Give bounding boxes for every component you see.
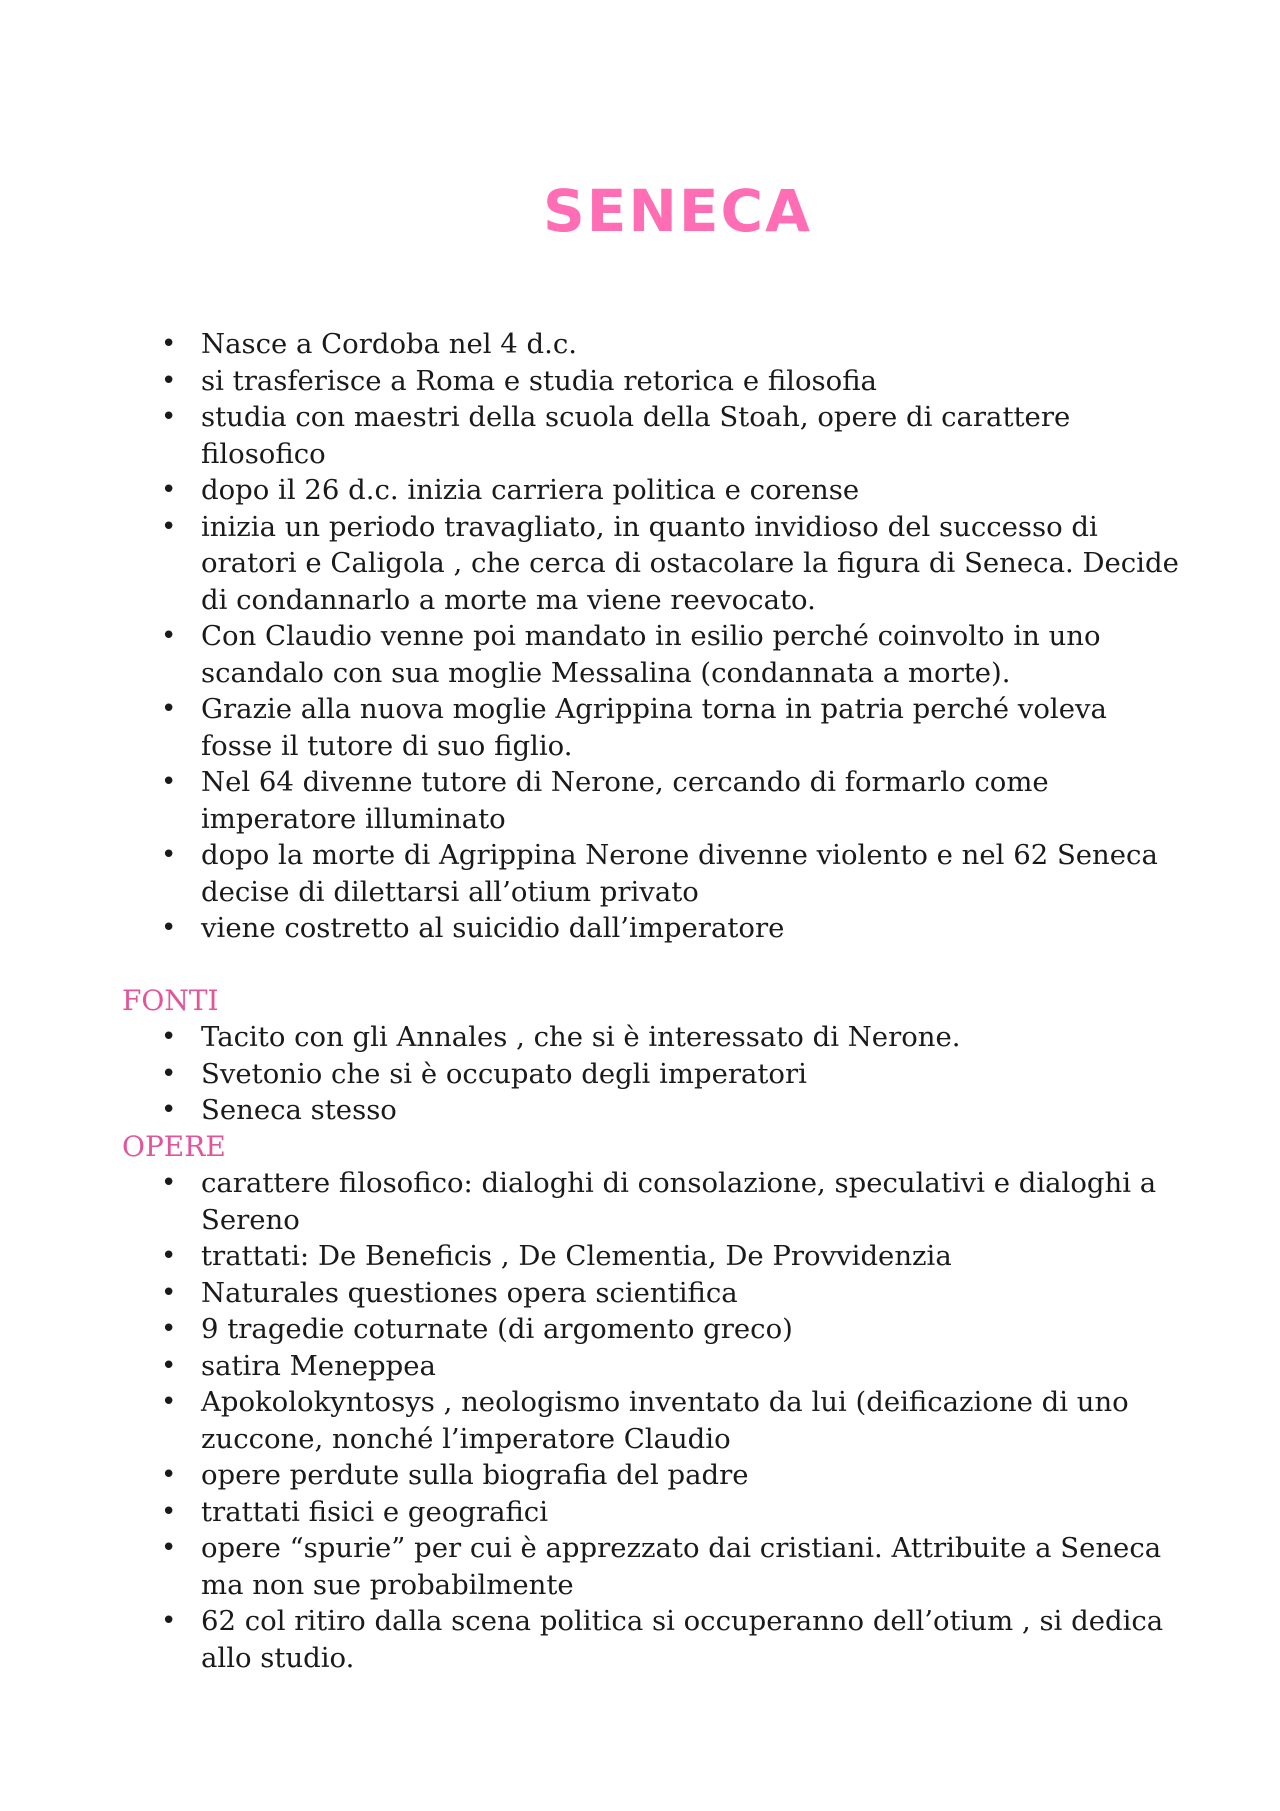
list-item: • Nel 64 divenne tutore di Nerone, cercando di formarlo come imperatore illuminato <box>122 764 1182 837</box>
list-item: • trattati: De Beneficis , De Clementia, De Provvidenzia <box>122 1238 1182 1275</box>
list-item: • si trasferisce a Roma e studia retorica e filosofia <box>122 363 1182 400</box>
list-item: • Apokolokyntosys , neologismo inventato da lui (deificazione di uno zuccone, nonché l’imperatore Claudio <box>122 1384 1182 1457</box>
list-item: • Grazie alla nuova moglie Agrippina torna in patria perché voleva fosse il tutore di suo figlio. <box>122 691 1182 764</box>
section-heading-fonti: FONTI <box>122 983 219 1017</box>
section-heading-opere: OPERE <box>122 1129 226 1163</box>
list-item: • viene costretto al suicidio dall’imperatore <box>122 910 1182 947</box>
fonti-list <box>122 1019 1182 1129</box>
biography-list <box>122 326 1182 947</box>
list-item: • Naturales questiones opera scientifica <box>122 1275 1182 1312</box>
list-item: • Con Claudio venne poi mandato in esilio perché coinvolto in uno scandalo con sua moglie Messalina (condannata a morte). <box>122 618 1182 691</box>
list-item: • Nasce a Cordoba nel 4 d.c. <box>122 326 1182 363</box>
document-body <box>122 326 1182 1676</box>
list-item: • opere perdute sulla biografia del padre <box>122 1457 1182 1494</box>
list-item: • studia con maestri della scuola della Stoah, opere di carattere filosofico <box>122 399 1182 472</box>
list-item: • Seneca stesso <box>122 1092 1182 1129</box>
list-item: • inizia un periodo travagliato, in quanto invidioso del successo di oratori e Caligola , che cerca di ostacolare la figura di Seneca. Decide di condannarlo a morte ma viene reevocato. <box>122 509 1182 619</box>
list-item: • 9 tragedie coturnate (di argomento greco) <box>122 1311 1182 1348</box>
list-item: • Tacito con gli Annales , che si è interessato di Nerone. <box>122 1019 1182 1056</box>
page-title: SENECA <box>542 177 812 245</box>
list-item: • dopo il 26 d.c. inizia carriera politica e corense <box>122 472 1182 509</box>
list-item: • dopo la morte di Agrippina Nerone divenne violento e nel 62 Seneca decise di dilettarsi all’otium privato <box>122 837 1182 910</box>
list-item: • trattati fisici e geografici <box>122 1494 1182 1531</box>
list-item: • Svetonio che si è occupato degli imperatori <box>122 1056 1182 1093</box>
opere-list <box>122 1165 1182 1676</box>
list-item: • carattere filosofico: dialoghi di consolazione, speculativi e dialoghi a Sereno <box>122 1165 1182 1238</box>
list-item: • 62 col ritiro dalla scena politica si occuperanno dell’otium , si dedica allo studio. <box>122 1603 1182 1676</box>
list-item: • satira Meneppea <box>122 1348 1182 1385</box>
list-item: • opere “spurie” per cui è apprezzato dai cristiani. Attribuite a Seneca ma non sue probabilmente <box>122 1530 1182 1603</box>
spacer <box>122 947 1182 983</box>
